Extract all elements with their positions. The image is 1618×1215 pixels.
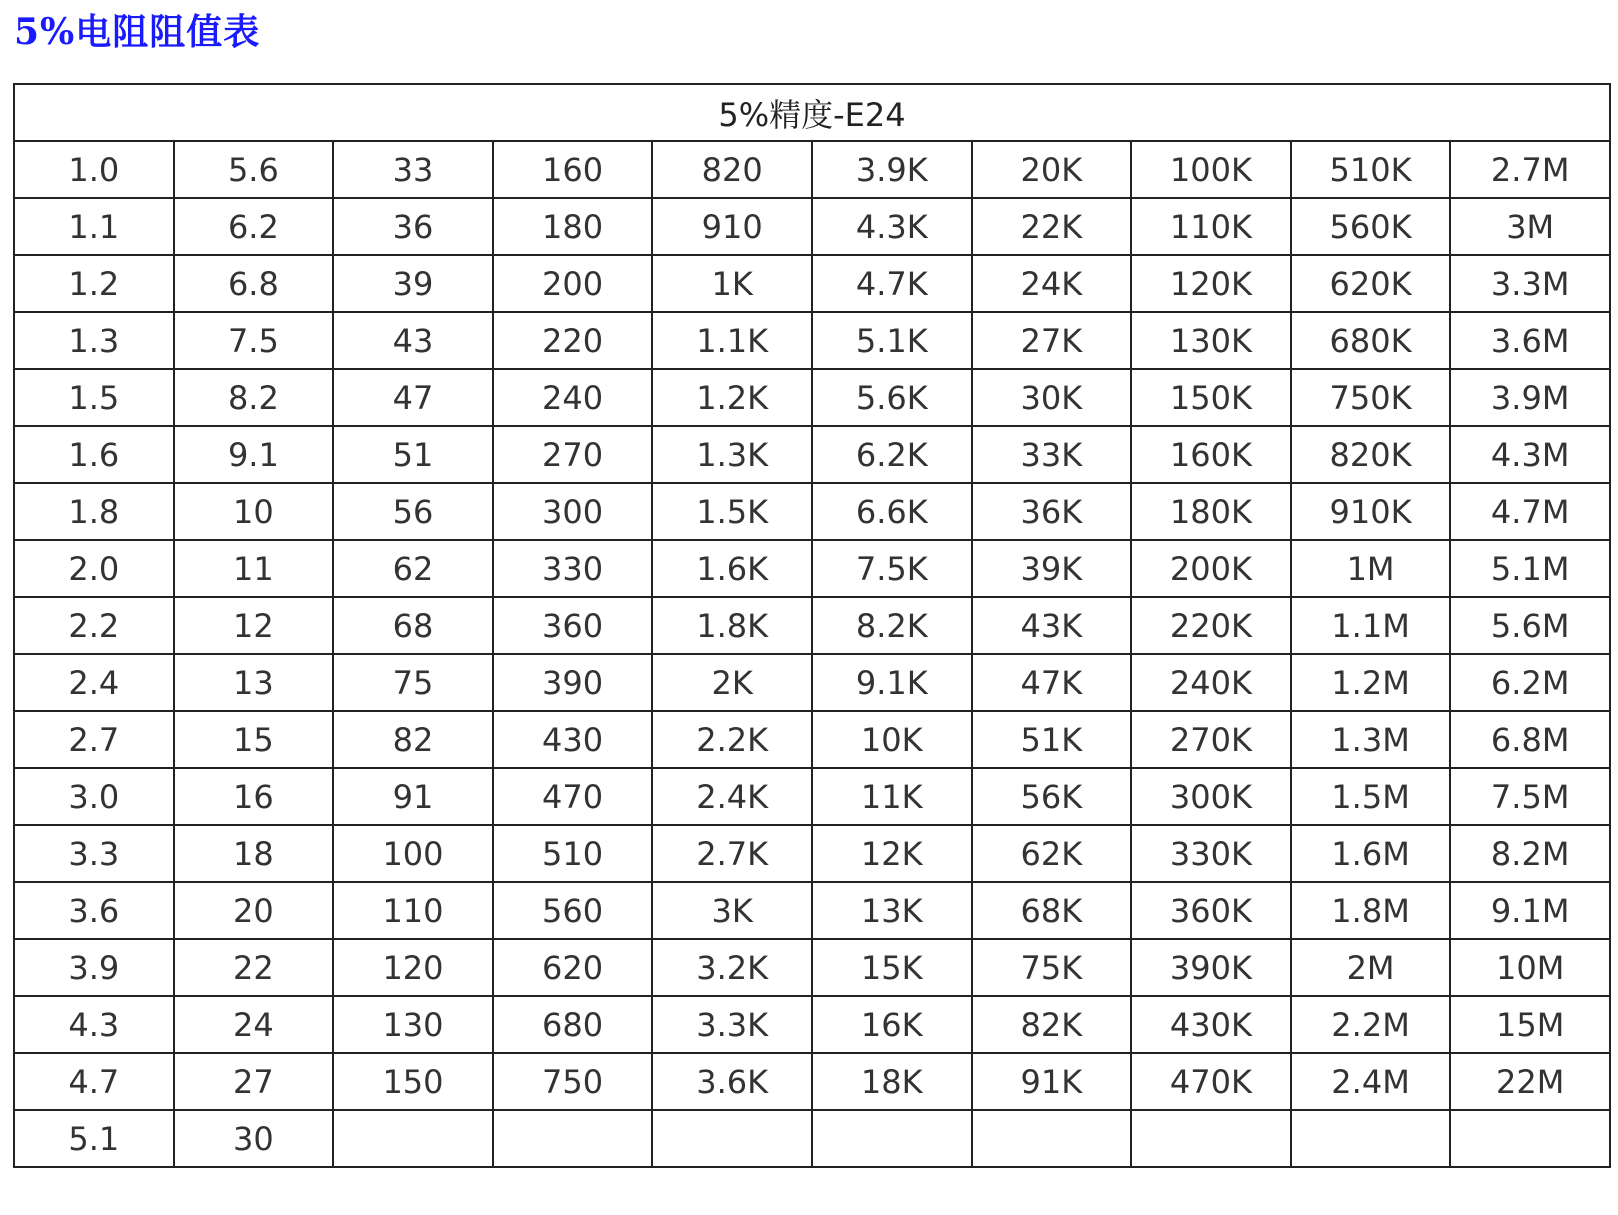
table-cell: 47 — [333, 369, 493, 426]
table-cell: 13 — [174, 654, 334, 711]
table-cell: 360K — [1131, 882, 1291, 939]
table-cell: 12 — [174, 597, 334, 654]
table-cell: 180 — [493, 198, 653, 255]
table-row — [14, 711, 1610, 768]
table-cell: 1.3K — [652, 426, 812, 483]
table-cell: 220K — [1131, 597, 1291, 654]
table-cell: 3.9K — [812, 141, 972, 198]
table-cell: 2.4 — [14, 654, 174, 711]
table-cell: 5.1K — [812, 312, 972, 369]
table-row — [14, 1110, 1610, 1167]
table-cell: 560K — [1291, 198, 1451, 255]
table-cell: 430 — [493, 711, 653, 768]
table-cell: 1.2M — [1291, 654, 1451, 711]
table-cell: 27K — [972, 312, 1132, 369]
table-row — [14, 768, 1610, 825]
table-cell: 68K — [972, 882, 1132, 939]
table-cell: 1.8 — [14, 483, 174, 540]
table-cell: 3.9 — [14, 939, 174, 996]
table-cell: 3.3M — [1450, 255, 1610, 312]
table-cell: 33 — [333, 141, 493, 198]
table-cell: 4.3 — [14, 996, 174, 1053]
table-cell: 150 — [333, 1053, 493, 1110]
table-cell: 39 — [333, 255, 493, 312]
table-cell: 15 — [174, 711, 334, 768]
table-cell — [1131, 1110, 1291, 1167]
table-cell: 680K — [1291, 312, 1451, 369]
table-cell: 110 — [333, 882, 493, 939]
table-cell: 620 — [493, 939, 653, 996]
table-cell: 620K — [1291, 255, 1451, 312]
table-cell — [493, 1110, 653, 1167]
table-row — [14, 1053, 1610, 1110]
table-cell: 4.3M — [1450, 426, 1610, 483]
table-cell: 390 — [493, 654, 653, 711]
table-cell: 910 — [652, 198, 812, 255]
table-cell: 11 — [174, 540, 334, 597]
table-cell: 91 — [333, 768, 493, 825]
table-cell: 270K — [1131, 711, 1291, 768]
table-cell: 47K — [972, 654, 1132, 711]
table-row — [14, 597, 1610, 654]
table-cell: 1.6K — [652, 540, 812, 597]
table-cell: 330 — [493, 540, 653, 597]
table-cell: 2.2 — [14, 597, 174, 654]
table-cell: 3K — [652, 882, 812, 939]
table-cell: 5.6M — [1450, 597, 1610, 654]
table-cell: 390K — [1131, 939, 1291, 996]
table-cell: 2.7M — [1450, 141, 1610, 198]
table-cell: 8.2M — [1450, 825, 1610, 882]
table-cell: 240 — [493, 369, 653, 426]
table-cell — [333, 1110, 493, 1167]
table-cell: 1.6M — [1291, 825, 1451, 882]
table-cell: 300K — [1131, 768, 1291, 825]
table-cell: 110K — [1131, 198, 1291, 255]
table-row — [14, 312, 1610, 369]
table-cell: 12K — [812, 825, 972, 882]
table-row — [14, 426, 1610, 483]
table-cell: 4.7K — [812, 255, 972, 312]
table-cell: 10K — [812, 711, 972, 768]
table-cell: 5.6K — [812, 369, 972, 426]
table-cell: 18 — [174, 825, 334, 882]
table-cell: 3M — [1450, 198, 1610, 255]
table-cell: 56 — [333, 483, 493, 540]
table-cell: 3.0 — [14, 768, 174, 825]
table-cell: 75 — [333, 654, 493, 711]
table-row — [14, 654, 1610, 711]
table-cell: 18K — [812, 1053, 972, 1110]
table-cell: 4.3K — [812, 198, 972, 255]
table-cell: 75K — [972, 939, 1132, 996]
table-cell: 3.2K — [652, 939, 812, 996]
table-cell: 2M — [1291, 939, 1451, 996]
table-header-row — [14, 84, 1610, 141]
table-cell: 1.1 — [14, 198, 174, 255]
table-cell: 120 — [333, 939, 493, 996]
table-cell: 1.5 — [14, 369, 174, 426]
table-cell: 200K — [1131, 540, 1291, 597]
table-cell: 1.1M — [1291, 597, 1451, 654]
table-cell — [1291, 1110, 1451, 1167]
table-cell: 6.2M — [1450, 654, 1610, 711]
table-cell: 91K — [972, 1053, 1132, 1110]
table-cell: 1.5K — [652, 483, 812, 540]
table-cell: 2.2M — [1291, 996, 1451, 1053]
table-cell: 1.2K — [652, 369, 812, 426]
table-cell: 6.6K — [812, 483, 972, 540]
table-cell: 2.4M — [1291, 1053, 1451, 1110]
table-cell: 30K — [972, 369, 1132, 426]
table-row — [14, 996, 1610, 1053]
table-cell: 10M — [1450, 939, 1610, 996]
table-cell: 7.5K — [812, 540, 972, 597]
table-cell: 3.6M — [1450, 312, 1610, 369]
table-cell: 1.1K — [652, 312, 812, 369]
table-cell: 1.3M — [1291, 711, 1451, 768]
table-cell: 160 — [493, 141, 653, 198]
table-header: 5%精度-E24 — [14, 84, 1610, 141]
table-cell: 82 — [333, 711, 493, 768]
table-cell: 5.1 — [14, 1110, 174, 1167]
table-cell: 510K — [1291, 141, 1451, 198]
table-cell: 1M — [1291, 540, 1451, 597]
resistor-value-table — [13, 83, 1611, 1168]
table-cell: 56K — [972, 768, 1132, 825]
table-cell: 2.7 — [14, 711, 174, 768]
table-row — [14, 939, 1610, 996]
table-cell: 180K — [1131, 483, 1291, 540]
table-cell: 6.2 — [174, 198, 334, 255]
table-cell: 51K — [972, 711, 1132, 768]
table-cell: 82K — [972, 996, 1132, 1053]
table-cell: 1.0 — [14, 141, 174, 198]
table-cell — [1450, 1110, 1610, 1167]
table-cell: 240K — [1131, 654, 1291, 711]
table-cell: 7.5 — [174, 312, 334, 369]
table-cell: 300 — [493, 483, 653, 540]
table-cell: 160K — [1131, 426, 1291, 483]
table-cell: 750 — [493, 1053, 653, 1110]
table-cell: 430K — [1131, 996, 1291, 1053]
table-cell: 4.7 — [14, 1053, 174, 1110]
table-cell: 16 — [174, 768, 334, 825]
table-cell: 820 — [652, 141, 812, 198]
table-cell: 2K — [652, 654, 812, 711]
table-cell: 5.6 — [174, 141, 334, 198]
table-cell: 22M — [1450, 1053, 1610, 1110]
table-cell: 24K — [972, 255, 1132, 312]
table-row — [14, 255, 1610, 312]
table-cell: 100K — [1131, 141, 1291, 198]
table-row — [14, 141, 1610, 198]
table-cell: 470 — [493, 768, 653, 825]
table-cell: 200 — [493, 255, 653, 312]
table-cell: 220 — [493, 312, 653, 369]
table-cell: 360 — [493, 597, 653, 654]
table-cell: 270 — [493, 426, 653, 483]
table-cell: 1.5M — [1291, 768, 1451, 825]
table-cell — [972, 1110, 1132, 1167]
table-cell: 3.6K — [652, 1053, 812, 1110]
table-cell: 6.8 — [174, 255, 334, 312]
table-cell: 6.8M — [1450, 711, 1610, 768]
table-cell: 24 — [174, 996, 334, 1053]
table-cell: 36K — [972, 483, 1132, 540]
table-cell: 100 — [333, 825, 493, 882]
table-cell: 62K — [972, 825, 1132, 882]
table-cell: 6.2K — [812, 426, 972, 483]
table-cell: 8.2 — [174, 369, 334, 426]
table-cell: 1.8M — [1291, 882, 1451, 939]
table-cell: 20 — [174, 882, 334, 939]
page-title: 5%电阻阻值表 — [14, 11, 261, 53]
table-cell: 15M — [1450, 996, 1610, 1053]
table-cell: 9.1K — [812, 654, 972, 711]
table-body — [14, 141, 1610, 1167]
table-cell: 120K — [1131, 255, 1291, 312]
table-cell: 130 — [333, 996, 493, 1053]
table-cell: 16K — [812, 996, 972, 1053]
table-cell: 22 — [174, 939, 334, 996]
table-cell: 9.1 — [174, 426, 334, 483]
table-row — [14, 882, 1610, 939]
table-cell: 3.3 — [14, 825, 174, 882]
table-cell: 2.4K — [652, 768, 812, 825]
table-cell: 130K — [1131, 312, 1291, 369]
table-cell: 5.1M — [1450, 540, 1610, 597]
table-cell: 62 — [333, 540, 493, 597]
table-cell: 2.2K — [652, 711, 812, 768]
table-cell: 51 — [333, 426, 493, 483]
table-cell: 36 — [333, 198, 493, 255]
table-cell: 39K — [972, 540, 1132, 597]
table-row — [14, 369, 1610, 426]
table-cell: 680 — [493, 996, 653, 1053]
table-cell — [652, 1110, 812, 1167]
table-cell: 560 — [493, 882, 653, 939]
table-cell: 1.8K — [652, 597, 812, 654]
table-cell: 2.0 — [14, 540, 174, 597]
table-cell: 470K — [1131, 1053, 1291, 1110]
table-cell: 11K — [812, 768, 972, 825]
table-cell: 68 — [333, 597, 493, 654]
table-cell: 43K — [972, 597, 1132, 654]
table-cell: 9.1M — [1450, 882, 1610, 939]
table-cell: 3.6 — [14, 882, 174, 939]
table-cell: 30 — [174, 1110, 334, 1167]
table-cell: 8.2K — [812, 597, 972, 654]
table-cell: 20K — [972, 141, 1132, 198]
table-cell: 13K — [812, 882, 972, 939]
table-cell: 27 — [174, 1053, 334, 1110]
table-row — [14, 198, 1610, 255]
table-cell: 10 — [174, 483, 334, 540]
table-cell: 150K — [1131, 369, 1291, 426]
table-cell: 2.7K — [652, 825, 812, 882]
table-cell: 1.2 — [14, 255, 174, 312]
table-cell: 1.3 — [14, 312, 174, 369]
table-cell: 3.9M — [1450, 369, 1610, 426]
table-cell — [812, 1110, 972, 1167]
table-cell: 510 — [493, 825, 653, 882]
table-row — [14, 483, 1610, 540]
table-cell: 330K — [1131, 825, 1291, 882]
table-cell: 750K — [1291, 369, 1451, 426]
table-row — [14, 825, 1610, 882]
table-cell: 1.6 — [14, 426, 174, 483]
table-cell: 15K — [812, 939, 972, 996]
table-row — [14, 540, 1610, 597]
table-cell: 33K — [972, 426, 1132, 483]
table-cell: 3.3K — [652, 996, 812, 1053]
table-cell: 1K — [652, 255, 812, 312]
table-cell: 820K — [1291, 426, 1451, 483]
table-cell: 22K — [972, 198, 1132, 255]
table-cell: 4.7M — [1450, 483, 1610, 540]
table-cell: 910K — [1291, 483, 1451, 540]
table-cell: 7.5M — [1450, 768, 1610, 825]
table-cell: 43 — [333, 312, 493, 369]
